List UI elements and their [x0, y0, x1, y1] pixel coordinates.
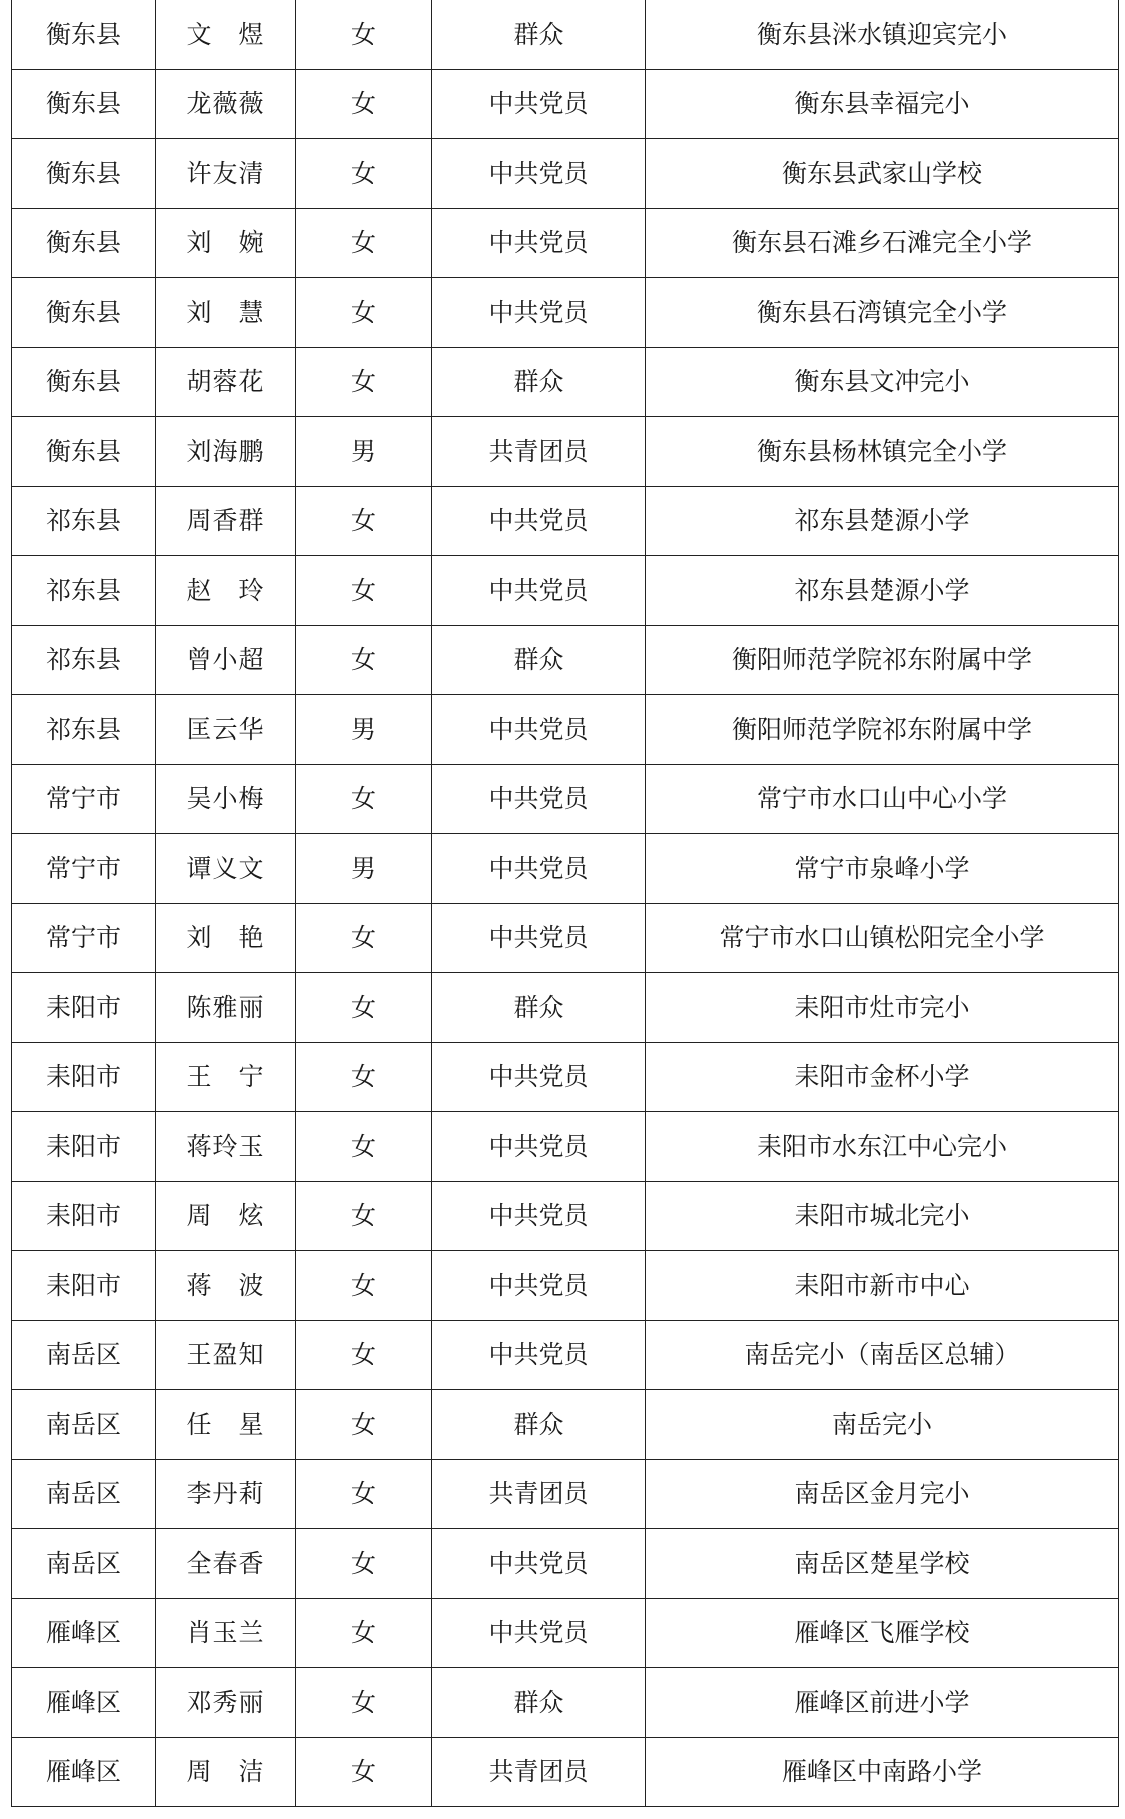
party-affiliation-cell: 中共党员 [432, 903, 646, 973]
name-text: 匡云华 [186, 714, 265, 744]
gender-cell: 女 [296, 625, 432, 695]
name-text: 周香群 [186, 506, 265, 536]
name-text [186, 923, 265, 953]
gender-cell: 女 [296, 1459, 432, 1529]
party-affiliation-cell: 共青团员 [432, 417, 646, 487]
name-char: 刘 [186, 297, 213, 327]
name-char: 玲 [238, 575, 265, 605]
gender-cell: 男 [296, 695, 432, 765]
school-cell: 衡阳师范学院祁东附属中学 [646, 695, 1119, 765]
name-char: 王 [186, 1062, 213, 1092]
table-row [12, 1320, 1119, 1390]
school-cell: 衡东县石滩乡石滩完全小学 [646, 208, 1119, 278]
county-cell: 常宁市 [12, 834, 156, 904]
county-cell: 耒阳市 [12, 1181, 156, 1251]
party-affiliation-cell: 中共党员 [432, 1042, 646, 1112]
name-char: 煜 [238, 19, 265, 49]
name-char: 周 [186, 1201, 213, 1231]
table-row [12, 834, 1119, 904]
gender-cell: 女 [296, 278, 432, 348]
name-text: 许友清 [186, 158, 265, 188]
name-text: 龙薇薇 [186, 89, 265, 119]
name-text: 谭义文 [186, 853, 265, 883]
gender-cell: 女 [296, 1390, 432, 1460]
name-cell [156, 1042, 296, 1112]
party-affiliation-cell: 中共党员 [432, 1181, 646, 1251]
name-char: 炫 [238, 1201, 265, 1231]
party-affiliation-cell: 群众 [432, 973, 646, 1043]
name-cell [156, 764, 296, 834]
name-cell [156, 973, 296, 1043]
party-affiliation-cell: 共青团员 [432, 1459, 646, 1529]
county-cell: 耒阳市 [12, 973, 156, 1043]
table-row [12, 208, 1119, 278]
name-text [186, 228, 265, 258]
school-cell: 衡东县洣水镇迎宾完小 [646, 0, 1119, 69]
gender-cell: 女 [296, 1668, 432, 1738]
name-cell [156, 417, 296, 487]
name-text: 吴小梅 [186, 784, 265, 814]
county-cell: 衡东县 [12, 347, 156, 417]
name-cell [156, 278, 296, 348]
name-text [186, 1201, 265, 1231]
county-cell: 雁峰区 [12, 1668, 156, 1738]
gender-cell: 女 [296, 1251, 432, 1321]
school-cell: 耒阳市新市中心 [646, 1251, 1119, 1321]
gender-cell: 女 [296, 764, 432, 834]
county-cell: 衡东县 [12, 278, 156, 348]
county-cell: 衡东县 [12, 139, 156, 209]
gender-cell: 女 [296, 1598, 432, 1668]
gender-cell: 女 [296, 347, 432, 417]
name-cell [156, 1251, 296, 1321]
gender-cell: 女 [296, 1112, 432, 1182]
school-cell: 耒阳市城北完小 [646, 1181, 1119, 1251]
table-row [12, 973, 1119, 1043]
school-cell: 南岳区楚星学校 [646, 1529, 1119, 1599]
name-cell [156, 1112, 296, 1182]
name-cell [156, 0, 296, 69]
name-text: 王盈知 [186, 1340, 265, 1370]
gender-cell: 女 [296, 69, 432, 139]
name-char: 周 [186, 1757, 213, 1787]
county-cell: 雁峰区 [12, 1737, 156, 1807]
county-cell: 祁东县 [12, 625, 156, 695]
party-affiliation-cell: 群众 [432, 0, 646, 69]
school-cell: 南岳完小 [646, 1390, 1119, 1460]
name-char: 艳 [238, 923, 265, 953]
table-row [12, 417, 1119, 487]
name-text: 曾小超 [186, 645, 265, 675]
name-char: 文 [186, 19, 213, 49]
county-cell: 祁东县 [12, 486, 156, 556]
name-char: 洁 [238, 1757, 265, 1787]
table-row [12, 695, 1119, 765]
county-cell: 耒阳市 [12, 1251, 156, 1321]
table-row [12, 278, 1119, 348]
county-cell: 南岳区 [12, 1320, 156, 1390]
party-affiliation-cell: 群众 [432, 625, 646, 695]
county-cell: 祁东县 [12, 695, 156, 765]
name-text: 邓秀丽 [186, 1687, 265, 1717]
name-text [186, 1062, 265, 1092]
table-row [12, 69, 1119, 139]
name-cell [156, 556, 296, 626]
county-cell: 衡东县 [12, 69, 156, 139]
table-row [12, 139, 1119, 209]
school-cell: 祁东县楚源小学 [646, 556, 1119, 626]
gender-cell: 女 [296, 486, 432, 556]
gender-cell: 女 [296, 208, 432, 278]
party-affiliation-cell: 中共党员 [432, 1598, 646, 1668]
school-cell: 雁峰区飞雁学校 [646, 1598, 1119, 1668]
party-affiliation-cell: 中共党员 [432, 764, 646, 834]
table-row [12, 1598, 1119, 1668]
county-cell: 衡东县 [12, 417, 156, 487]
name-text: 李丹莉 [186, 1479, 265, 1509]
name-text [186, 1270, 265, 1300]
name-char: 任 [186, 1409, 213, 1439]
party-affiliation-cell: 中共党员 [432, 1529, 646, 1599]
gender-cell: 女 [296, 1529, 432, 1599]
table-row [12, 1529, 1119, 1599]
name-cell [156, 834, 296, 904]
name-cell [156, 1459, 296, 1529]
table-row [12, 1042, 1119, 1112]
school-cell: 雁峰区前进小学 [646, 1668, 1119, 1738]
table-row [12, 903, 1119, 973]
roster-table [11, 0, 1119, 1807]
county-cell: 雁峰区 [12, 1598, 156, 1668]
name-cell [156, 139, 296, 209]
party-affiliation-cell: 中共党员 [432, 278, 646, 348]
party-affiliation-cell: 中共党员 [432, 556, 646, 626]
name-cell [156, 1598, 296, 1668]
name-cell [156, 695, 296, 765]
gender-cell: 女 [296, 139, 432, 209]
name-char: 蒋 [186, 1270, 213, 1300]
table-row [12, 1251, 1119, 1321]
party-affiliation-cell: 中共党员 [432, 1112, 646, 1182]
party-affiliation-cell: 中共党员 [432, 208, 646, 278]
county-cell: 衡东县 [12, 208, 156, 278]
name-text: 刘海鹏 [186, 436, 265, 466]
party-affiliation-cell: 群众 [432, 1668, 646, 1738]
table-row [12, 1112, 1119, 1182]
name-cell [156, 1668, 296, 1738]
table-row [12, 1737, 1119, 1807]
party-affiliation-cell: 中共党员 [432, 1251, 646, 1321]
school-cell: 衡东县幸福完小 [646, 69, 1119, 139]
name-char: 慧 [238, 297, 265, 327]
name-text [186, 1757, 265, 1787]
name-text: 肖玉兰 [186, 1618, 265, 1648]
name-text: 蒋玲玉 [186, 1131, 265, 1161]
table-row [12, 0, 1119, 69]
roster-table-body [12, 0, 1119, 1807]
name-char: 刘 [186, 923, 213, 953]
county-cell: 南岳区 [12, 1529, 156, 1599]
school-cell: 祁东县楚源小学 [646, 486, 1119, 556]
county-cell: 耒阳市 [12, 1042, 156, 1112]
county-cell: 衡东县 [12, 0, 156, 69]
school-cell: 常宁市泉峰小学 [646, 834, 1119, 904]
party-affiliation-cell: 中共党员 [432, 139, 646, 209]
gender-cell: 女 [296, 1042, 432, 1112]
school-cell: 衡东县石湾镇完全小学 [646, 278, 1119, 348]
county-cell: 祁东县 [12, 556, 156, 626]
name-cell [156, 903, 296, 973]
gender-cell: 女 [296, 1737, 432, 1807]
name-cell [156, 1320, 296, 1390]
table-row [12, 764, 1119, 834]
party-affiliation-cell: 群众 [432, 347, 646, 417]
school-cell: 常宁市水口山镇松阳完全小学 [646, 903, 1119, 973]
gender-cell: 女 [296, 0, 432, 69]
name-char: 刘 [186, 228, 213, 258]
name-char: 宁 [238, 1062, 265, 1092]
party-affiliation-cell: 共青团员 [432, 1737, 646, 1807]
name-cell [156, 1737, 296, 1807]
school-cell: 耒阳市水东江中心完小 [646, 1112, 1119, 1182]
name-cell [156, 1529, 296, 1599]
school-cell: 雁峰区中南路小学 [646, 1737, 1119, 1807]
table-row [12, 1668, 1119, 1738]
name-cell [156, 1181, 296, 1251]
school-cell: 衡东县杨林镇完全小学 [646, 417, 1119, 487]
gender-cell: 女 [296, 1320, 432, 1390]
table-row [12, 1181, 1119, 1251]
party-affiliation-cell: 中共党员 [432, 486, 646, 556]
gender-cell: 女 [296, 903, 432, 973]
table-row [12, 347, 1119, 417]
school-cell: 常宁市水口山中心小学 [646, 764, 1119, 834]
gender-cell: 女 [296, 1181, 432, 1251]
name-text [186, 19, 265, 49]
table-row [12, 556, 1119, 626]
name-text: 胡蓉花 [186, 367, 265, 397]
gender-cell: 男 [296, 834, 432, 904]
name-char: 星 [238, 1409, 265, 1439]
school-cell: 南岳区金月完小 [646, 1459, 1119, 1529]
name-cell [156, 208, 296, 278]
school-cell: 南岳完小（南岳区总辅） [646, 1320, 1119, 1390]
party-affiliation-cell: 中共党员 [432, 69, 646, 139]
name-cell [156, 625, 296, 695]
name-cell [156, 1390, 296, 1460]
name-text [186, 575, 265, 605]
school-cell: 耒阳市金杯小学 [646, 1042, 1119, 1112]
party-affiliation-cell: 中共党员 [432, 1320, 646, 1390]
name-cell [156, 347, 296, 417]
county-cell: 南岳区 [12, 1459, 156, 1529]
table-row [12, 1390, 1119, 1460]
school-cell: 衡东县文冲完小 [646, 347, 1119, 417]
name-text: 全春香 [186, 1548, 265, 1578]
name-char: 波 [238, 1270, 265, 1300]
name-text [186, 297, 265, 327]
table-row [12, 625, 1119, 695]
name-char: 婉 [238, 228, 265, 258]
name-cell [156, 486, 296, 556]
gender-cell: 女 [296, 973, 432, 1043]
table-row [12, 1459, 1119, 1529]
county-cell: 常宁市 [12, 764, 156, 834]
gender-cell: 女 [296, 556, 432, 626]
gender-cell: 男 [296, 417, 432, 487]
name-cell [156, 69, 296, 139]
name-text: 陈雅丽 [186, 992, 265, 1022]
county-cell: 耒阳市 [12, 1112, 156, 1182]
school-cell: 耒阳市灶市完小 [646, 973, 1119, 1043]
name-char: 赵 [186, 575, 213, 605]
county-cell: 南岳区 [12, 1390, 156, 1460]
school-cell: 衡阳师范学院祁东附属中学 [646, 625, 1119, 695]
party-affiliation-cell: 中共党员 [432, 834, 646, 904]
name-text [186, 1409, 265, 1439]
table-row [12, 486, 1119, 556]
party-affiliation-cell: 群众 [432, 1390, 646, 1460]
party-affiliation-cell: 中共党员 [432, 695, 646, 765]
county-cell: 常宁市 [12, 903, 156, 973]
school-cell: 衡东县武家山学校 [646, 139, 1119, 209]
